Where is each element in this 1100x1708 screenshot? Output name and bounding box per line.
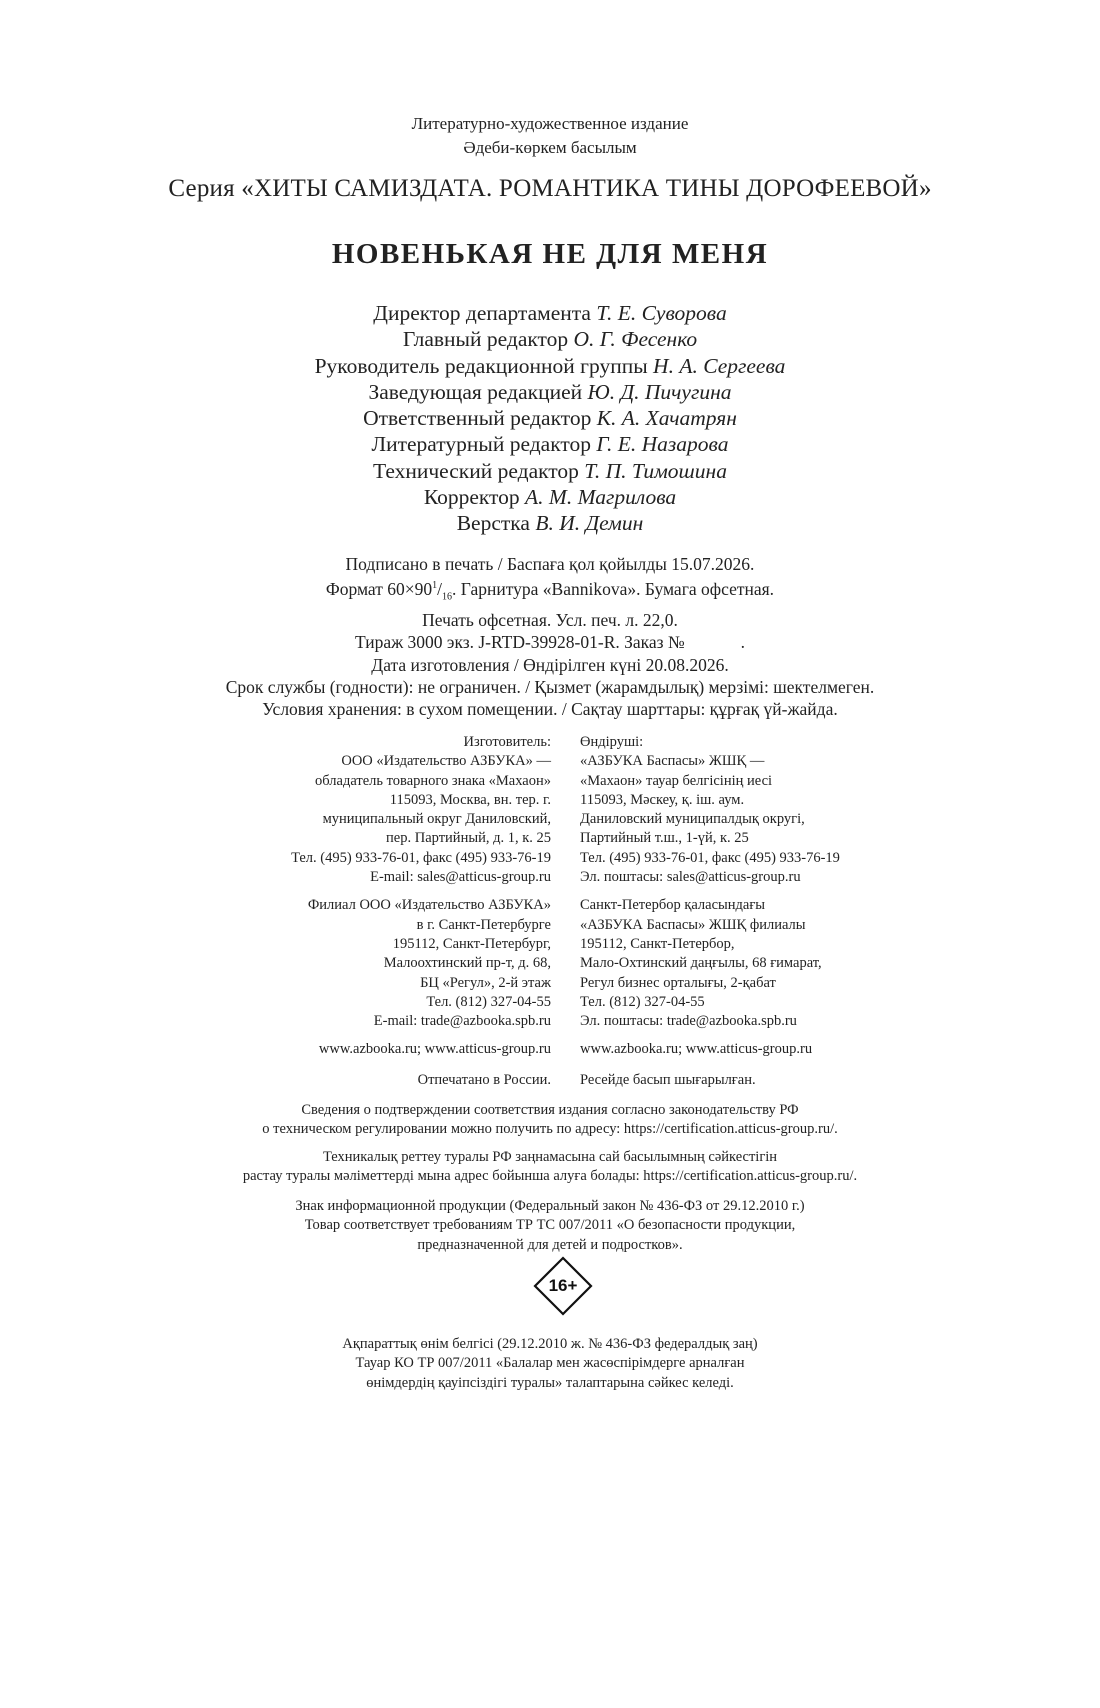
staff-name: Т. П. Тимошина (584, 458, 727, 483)
address-line: 195112, Санкт-Петербор, (580, 935, 735, 952)
note-line: Ақпараттық өнім белгісі (29.12.2010 ж. № 436-ФЗ федералдық заң) (342, 1336, 758, 1352)
format-line: Формат $60\times 90^1/_{16}$. Гарнитура «Bannikova». Бумага офсетная. (325, 579, 775, 603)
address-line: Филиал ООО «Издательство АЗБУКА» (307, 897, 551, 914)
staff-line (0, 458, 1100, 484)
staff-line (0, 431, 1100, 457)
printed-in-kz: Ресейде басып шығарылған. (580, 1071, 756, 1088)
address-line: 115093, Мәскеу, қ. іш. аум. (580, 791, 745, 808)
email-line: Эл. поштасы: sales@atticus-group.ru (580, 869, 801, 886)
address-line: Мало-Охтинский даңғылы, 68 ғимарат, (580, 955, 822, 972)
staff-role: Корректор (423, 485, 526, 510)
email-line: E-mail: sales@atticus-group.ru (370, 869, 551, 886)
staff-line (0, 405, 1100, 431)
series-title: Серия «ХИТЫ САМИЗДАТА. РОМАНТИКА ТИНЫ ДОРОФЕЕВОЙ» (168, 175, 932, 202)
staff-name: Ю. Д. Пичугина (587, 379, 732, 404)
note-line: Сведения о подтверждении соответствия издания согласно законодательству РФ (301, 1102, 799, 1118)
address-line: 195112, Санкт-Петербург, (392, 935, 551, 952)
print-run-prefix: Тираж 3000 экз. J-RTD-39928-01-R. Заказ № (354, 632, 685, 653)
address-line: Даниловский муниципалдық округі, (580, 811, 805, 828)
certification-kz (0, 1148, 1100, 1187)
note-line: Техникалық реттеу туралы РФ заңнамасына сай басылымның сәйкестігін (322, 1149, 778, 1165)
staff-line (0, 300, 1100, 326)
branch-ru (291, 896, 551, 1031)
staff-line (0, 326, 1100, 352)
format-denominator: 16 (442, 591, 453, 603)
print-run (0, 631, 1100, 653)
signed-to-print: Подписано в печать / Баспаға қол қойылды 15.07.2026. (345, 554, 755, 574)
staff-role: Руководитель редакционной группы (314, 353, 654, 378)
address-line: БЦ «Регул», 2-й этаж (420, 974, 551, 991)
note-line: өнімдердің қауіпсіздігі туралы» талаптарына сәйкес келеді. (366, 1374, 734, 1391)
age-rating-label: 16+ (548, 1276, 578, 1295)
staff-role: Литературный редактор (371, 432, 597, 457)
address-line: обладатель товарного знака «Махаон» (315, 772, 551, 789)
staff-role: Главный редактор (402, 327, 574, 352)
address-line: Изготовитель: (463, 734, 551, 750)
info-sign-kz (0, 1335, 1100, 1393)
websites-ru: www.azbooka.ru; www.atticus-group.ru (318, 1041, 551, 1058)
note-line: Тауар КО ТР 007/2011 «Балалар мен жасөспірімдерге арналған (355, 1355, 745, 1372)
email-line: E-mail: trade@azbooka.spb.ru (373, 1013, 551, 1030)
phone-line: Тел. (812) 327-04-55 (580, 993, 705, 1010)
address-line: Өндіруші: (580, 734, 644, 750)
staff-name: Г. Е. Назарова (596, 432, 729, 457)
address-line: в г. Санкт-Петербурге (416, 916, 551, 933)
book-title: НОВЕНЬКАЯ НЕ ДЛЯ МЕНЯ (331, 238, 769, 270)
contacts-kz-column (580, 733, 840, 1090)
address-line: Малоохтинский пр-т, д. 68, (383, 955, 551, 972)
address-line: пер. Партийный, д. 1, к. 25 (386, 830, 551, 847)
staff-line (0, 353, 1100, 379)
manufacture-date: Дата изготовления / Өндірілген күні 20.08.2026. (371, 654, 729, 675)
address-line: ООО «Издательство АЗБУКА» — (341, 753, 551, 770)
staff-name: Т. Е. Суворова (596, 301, 727, 325)
address-line: муниципальный округ Даниловский, (322, 811, 551, 828)
staff-line (0, 510, 1100, 536)
staff-name: Н. А. Сергеева (653, 353, 786, 378)
staff-name: А. М. Магрилова (525, 485, 677, 510)
staff-name: О. Г. Фесенко (573, 327, 698, 352)
format-suffix: . Гарнитура «Bannikova». Бумага офсетная. (452, 579, 775, 600)
format-numerator: 1 (432, 580, 438, 592)
staff-role: Заведующая редакцией (368, 379, 588, 404)
address-line: Санкт-Петербор қаласындағы (580, 897, 766, 914)
manufacturer-ru (291, 733, 551, 887)
address-line: Партийный т.ш., 1-үй, к. 25 (580, 830, 749, 847)
shelf-life: Срок службы (годности): не ограничен. / Қызмет (жарамдылық) мерзімі: шектелмеген. (225, 676, 875, 697)
address-line: «Махаон» тауар белгісінің иесі (580, 772, 773, 789)
print-run-suffix: . (740, 632, 746, 653)
info-sign-ru (0, 1197, 1100, 1255)
phone-line: Тел. (812) 327-04-55 (426, 993, 551, 1010)
age-rating-sign (533, 1256, 593, 1316)
staff-name: В. И. Демин (535, 511, 644, 536)
staff-role: Директор департамента (373, 301, 597, 325)
format-prefix: Формат 60×90 (325, 579, 433, 600)
staff-list (0, 300, 1100, 537)
email-line: Эл. поштасы: trade@azbooka.spb.ru (580, 1013, 797, 1030)
note-line: Товар соответствует требованиям ТР ТС 007/2011 «О безопасности продукции, (304, 1217, 796, 1234)
phone-line: Тел. (495) 933-76-01, факс (495) 933-76-19 (291, 849, 551, 866)
address-line: «АЗБУКА Баспасы» ЖШҚ филиалы (580, 916, 806, 933)
print-type: Печать офсетная. Усл. печ. л. 22,0. (422, 609, 678, 630)
address-line: Регул бизнес орталығы, 2-қабат (580, 974, 776, 991)
certification-ru (0, 1101, 1100, 1140)
address-line: «АЗБУКА Баспасы» ЖШҚ — (580, 753, 765, 770)
print-details (0, 553, 1100, 720)
staff-line (0, 379, 1100, 405)
staff-name: К. А. Хачатрян (596, 406, 737, 431)
edition-type (0, 112, 1100, 160)
edition-type-kz: Әдеби-көркем басылым (463, 138, 637, 157)
note-line: о техническом регулировании можно получить по адресу: https://certification.atticus-group.ru/. (262, 1121, 838, 1138)
note-line: Знак информационной продукции (Федеральный закон № 436-ФЗ от 29.12.2010 г.) (295, 1198, 805, 1214)
edition-type-ru: Литературно-художественное издание (411, 114, 689, 133)
websites-kz: www.azbooka.ru; www.atticus-group.ru (580, 1041, 813, 1058)
address-line: 115093, Москва, вн. тер. г. (389, 791, 551, 808)
staff-role: Ответственный редактор (363, 406, 597, 431)
staff-role: Верстка (456, 511, 536, 536)
branch-kz (580, 896, 840, 1031)
manufacturer-kz (580, 733, 840, 887)
storage-conditions: Условия хранения: в сухом помещении. / Сақтау шарттары: құрғақ үй-жайда. (262, 699, 838, 720)
note-line: растау туралы мәліметтерді мына адрес бойынша алуға болады: https://certification.atticus-group.ru/. (242, 1168, 858, 1185)
staff-line (0, 484, 1100, 510)
phone-line: Тел. (495) 933-76-01, факс (495) 933-76-19 (580, 849, 840, 866)
contacts-ru-column (291, 733, 551, 1090)
printed-in-ru: Отпечатано в России. (417, 1071, 551, 1088)
note-line: предназначенной для детей и подростков». (417, 1236, 683, 1253)
staff-role: Технический редактор (373, 458, 585, 483)
